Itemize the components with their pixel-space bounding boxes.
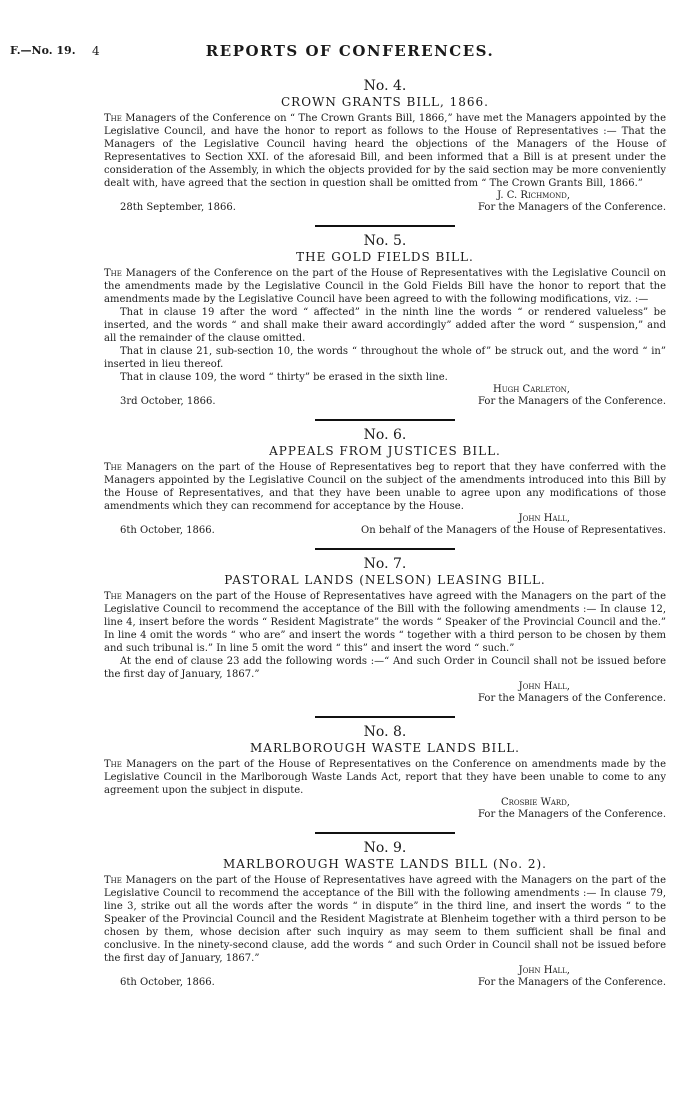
lead-word: The xyxy=(104,113,122,124)
lead-word: The xyxy=(104,462,122,473)
signer-name: J. C. Richmond, xyxy=(497,190,570,201)
paper-reference: F.—No. 19. xyxy=(10,44,76,57)
signed-for: For the Managers of the Conference. xyxy=(478,202,666,213)
bill-title: APPEALS FROM JUSTICES BILL. xyxy=(269,444,501,458)
report-paragraph xyxy=(104,267,666,306)
signer-name: John Hall, xyxy=(518,513,570,524)
running-title: REPORTS OF CONFERENCES. xyxy=(205,42,495,60)
report-paragraph xyxy=(104,874,666,965)
report-number: No. 6. xyxy=(363,427,407,443)
signature-block xyxy=(104,797,666,822)
lead-word: The xyxy=(104,268,122,279)
signed-for: For the Managers of the Conference. xyxy=(478,396,666,407)
report-paragraph xyxy=(104,371,666,384)
paragraph-text: Managers of the Conference on the part of the House of Representatives with the Legislative Council on the amendments made by the Legislative Council in the Gold Fields Bill have the honor to report that the amendments made by the Legislative Council have been agreed to with the following modifications, viz. :— xyxy=(104,268,666,305)
signature-block xyxy=(104,681,666,706)
section-divider xyxy=(315,832,455,834)
report-date: 6th October, 1866. xyxy=(120,977,215,988)
report-date: 3rd October, 1866. xyxy=(120,396,216,407)
report-paragraph xyxy=(104,758,666,797)
conference-report xyxy=(104,724,666,834)
report-number: No. 7. xyxy=(363,556,407,572)
report-paragraph xyxy=(104,306,666,345)
lead-word: The xyxy=(104,591,122,602)
signature-block xyxy=(104,965,666,990)
signer-name: Crosbie Ward, xyxy=(500,797,570,808)
paragraph-text: That in clause 21, sub-section 10, the words “ throughout the whole of” be struck out, and the word “ in” inserted in lieu thereof. xyxy=(104,346,666,370)
signed-for: For the Managers of the Conference. xyxy=(478,693,666,704)
paragraph-text: Managers on the part of the House of Representatives beg to report that they have conferred with the Managers appointed by the Legislative Council on the subject of the amendments introduced into this Bill by the House of Representatives, and that they have been unable to agree upon any modifications of those amendments which they can recommend for acceptance by the House. xyxy=(104,462,666,512)
lead-word: The xyxy=(104,759,122,770)
paragraph-text: That in clause 109, the word “ thirty” be erased in the sixth line. xyxy=(120,372,448,383)
section-divider xyxy=(315,225,455,227)
conference-report xyxy=(104,78,666,227)
signature-block xyxy=(104,513,666,538)
paragraph-text: Managers of the Conference on “ The Crown Grants Bill, 1866,” have met the Managers appointed by the Legislative Council, and have the honor to report as follows to the House of Representatives :— That the Managers of the Legislative Council having heard the objections of the Managers of the House of Representatives to Section XXI. of the aforesaid Bill, and been informed that a Bill is at present under the consideration of the Assembly, in which the objects provided for by the said section may be more conveniently dealt with, have agreed that the section in question shall be omitted from “ The Crown Grants Bill, 1866.” xyxy=(104,113,666,189)
bill-title: MARLBOROUGH WASTE LANDS BILL. xyxy=(250,741,520,755)
page-number: 4 xyxy=(92,44,100,58)
report-number: No. 9. xyxy=(363,840,407,856)
paragraph-text: That in clause 19 after the word “ affected” in the ninth line the words “ or rendered valueless” be inserted, and the words “ and shall make their award accordingly” added after the word “ suspension,” and all the remainder of the clause omitted. xyxy=(104,307,666,344)
report-paragraph xyxy=(104,655,666,681)
lead-word: The xyxy=(104,875,122,886)
report-date: 6th October, 1866. xyxy=(120,525,215,536)
conference-report xyxy=(104,840,666,990)
signer-name: John Hall, xyxy=(518,965,570,976)
section-divider xyxy=(315,419,455,421)
report-number: No. 8. xyxy=(363,724,407,740)
report-paragraph xyxy=(104,112,666,190)
report-paragraph xyxy=(104,590,666,655)
paragraph-text: Managers on the part of the House of Representatives have agreed with the Managers on the part of the Legislative Council to recommend the acceptance of the Bill with the following amendments :— In clause 12, line 4, insert before the words “ Resident Magistrate” the words “ Speaker of the Provincial Council and the.” In line 4 omit the words “ who are” and insert the words “ together with a third person to be chosen by them and such tribunal is.” In line 5 omit the word “ this” and insert the word “ such.” xyxy=(104,591,666,654)
conference-report xyxy=(104,233,666,421)
signed-for: For the Managers of the Conference. xyxy=(478,809,666,820)
conference-report xyxy=(104,427,666,550)
bill-title: THE GOLD FIELDS BILL. xyxy=(296,250,474,264)
report-paragraph xyxy=(104,461,666,513)
signature-block xyxy=(104,384,666,409)
report-number: No. 4. xyxy=(363,78,407,94)
signature-block xyxy=(104,190,666,215)
signed-for: For the Managers of the Conference. xyxy=(478,977,666,988)
signer-name: Hugh Carleton, xyxy=(493,384,570,395)
section-divider xyxy=(315,716,455,718)
conference-report xyxy=(104,556,666,718)
report-paragraph xyxy=(104,345,666,371)
report-date: 28th September, 1866. xyxy=(120,202,236,213)
page-header xyxy=(0,44,700,64)
report-body xyxy=(104,72,666,990)
bill-title: CROWN GRANTS BILL, 1866. xyxy=(280,95,489,109)
paragraph-text: At the end of clause 23 add the following words :—“ And such Order in Council shall not be issued before the first day of January, 1867.” xyxy=(104,656,666,680)
signed-for: On behalf of the Managers of the House of Representatives. xyxy=(361,525,666,536)
signer-name: John Hall, xyxy=(518,681,570,692)
paragraph-text: Managers on the part of the House of Representatives on the Conference on amendments made by the Legislative Council in the Marlborough Waste Lands Act, report that they have been unable to come to any agreement upon the subject in dispute. xyxy=(104,759,666,796)
section-divider xyxy=(315,548,455,550)
bill-title: MARLBOROUGH WASTE LANDS BILL (No. 2). xyxy=(223,857,547,871)
paragraph-text: Managers on the part of the House of Representatives have agreed with the Managers on the part of the Legislative Council to recommend the acceptance of the Bill with the following amendments :— In clause 79, line 3, strike out all the words after the words “ in dispute” in the third line, and insert the words “ to the Speaker of the Provincial Council and the Resident Magistrate at Blenheim together with a third person to be chosen by them, whose decision after such inquiry as may seem to them sufficient shall be final and conclusive. In the ninety-second clause, add the words “ and such Order in Council shall not be issued before the first day of January, 1867.” xyxy=(104,875,666,964)
report-number: No. 5. xyxy=(363,233,407,249)
bill-title: PASTORAL LANDS (NELSON) LEASING BILL. xyxy=(224,573,546,587)
